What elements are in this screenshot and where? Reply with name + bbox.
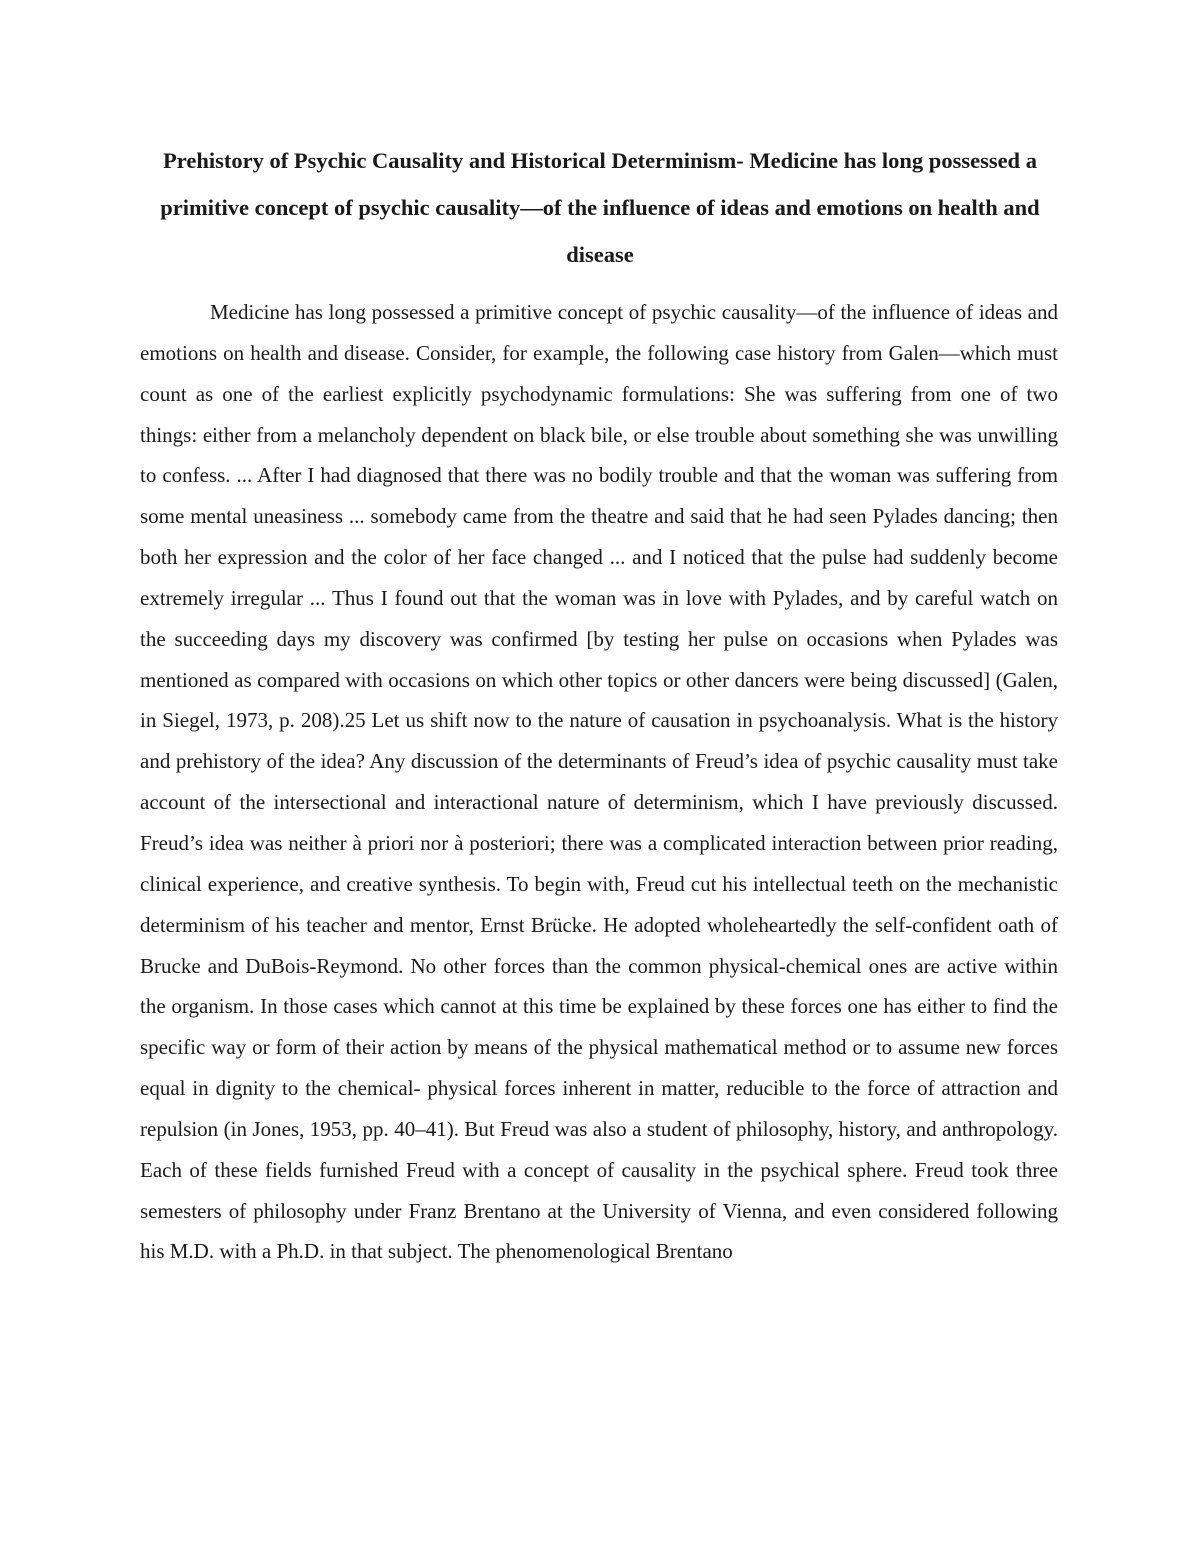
- document-title: Prehistory of Psychic Causality and Historical Determinism- Medicine has long possessed a primitive concept of psychic causality—of the influence of ideas and emotions on health and disease: [160, 148, 1040, 267]
- body-paragraph: Medicine has long possessed a primitive concept of psychic causality—of the influence of ideas and emotions on health and disease. Consider, for example, the following case history from Galen—which must count as one of the earliest explicitly psychodynamic formulations: She was suffering from one of two things: either from a melancholy dependent on black bile, or else trouble about something she was unwilling to confess. ... After I had diagnosed that there was no bodily trouble and that the woman was suffering from some mental uneasiness ... somebody came from the theatre and said that he had seen Pylades dancing; then both her expression and the color of her face changed ... and I noticed that the pulse had suddenly become extremely irregular ... Thus I found out that the woman was in love with Pylades, and by careful watch on the succeeding days my discovery was confirmed [by testing her pulse on occasions when Pylades was mentioned as compared with occasions on which other topics or other dancers were being discussed] (Galen, in Siegel, 1973, p. 208).25 Let us shift now to the nature of causation in psychoanalysis. What is the history and prehistory of the idea? Any discussion of the determinants of Freud’s idea of psychic causality must take account of the intersectional and interactional nature of determinism, which I have previously discussed. Freud’s idea was neither à priori nor à posteriori; there was a complicated interaction between prior reading, clinical experience, and creative synthesis. To begin with, Freud cut his intellectual teeth on the mechanistic determinism of his teacher and mentor, Ernst Brücke. He adopted wholeheartedly the self-confident oath of Brucke and DuBois-Reymond. No other forces than the common physical-chemical ones are active within the organism. In those cases which cannot at this time be explained by these forces one has either to find the specific way or form of their action by means of the physical mathematical method or to assume new forces equal in dignity to the chemical- physical forces inherent in matter, reducible to the force of attraction and repulsion (in Jones, 1953, pp. 40–41). But Freud was also a student of philosophy, history, and anthropology. Each of these fields furnished Freud with a concept of causality in the psychical sphere. Freud took three semesters of philosophy under Franz Brentano at the University of Vienna, and even considered following his M.D. with a Ph.D. in that subject. The phenomenological Brentano: [140, 300, 1058, 1264]
